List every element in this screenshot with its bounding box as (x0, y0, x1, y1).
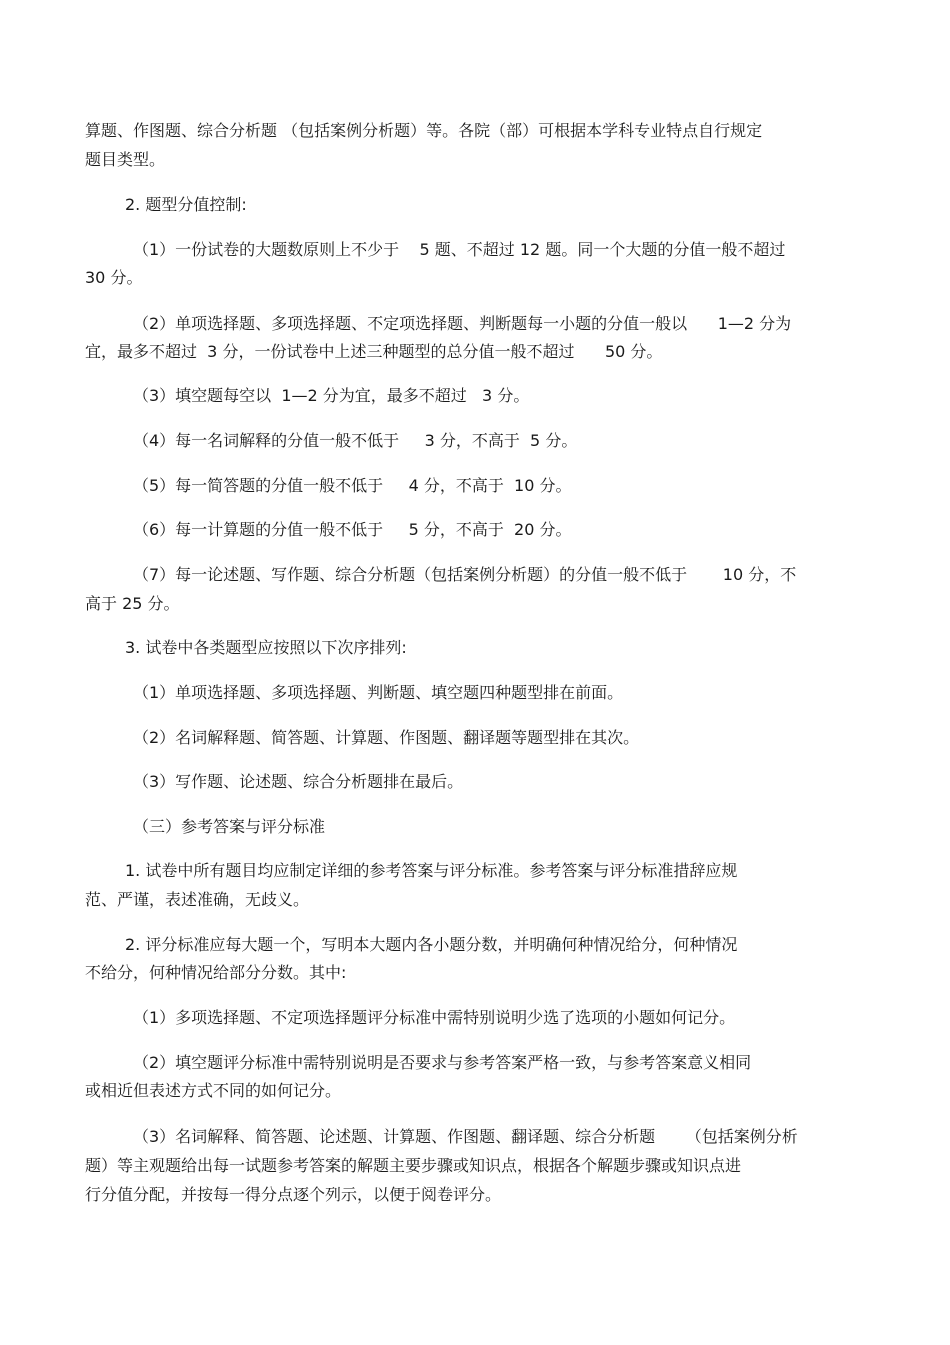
text-line: 高于 25 分。 (85, 594, 180, 613)
text-line: 或相近但表述方式不同的如何记分。 (85, 1081, 342, 1100)
text-line: （5）每一简答题的分值一般不低于 4 分，不高于 10 分。 (133, 476, 572, 495)
text-line: 算题、作图题、综合分析题 （包括案例分析题）等。各院（部）可根据本学科专业特点自行规定 (85, 121, 763, 140)
text-line: 题目类型。 (85, 150, 166, 169)
text-line: 2. 评分标准应每大题一个，写明本大题内各小题分数，并明确何种情况给分，何种情况 (125, 935, 738, 954)
text-line: （2）单项选择题、多项选择题、不定项选择题、判断题每一小题的分值一般以 1—2 分为 (133, 314, 792, 333)
text-line: （3）填空题每空以 1—2 分为宜，最多不超过 3 分。 (133, 386, 530, 405)
text-line: （2）名词解释题、简答题、计算题、作图题、翻译题等题型排在其次。 (133, 728, 640, 747)
text-line: （1）一份试卷的大题数原则上不少于 5 题、不超过 12 题。同一个大题的分值一般不超过 (133, 240, 786, 259)
text-line: 不给分，何种情况给部分分数。其中: (85, 963, 347, 982)
text-line: 2. 题型分值控制: (125, 195, 247, 214)
text-line: 宜，最多不超过 3 分，一份试卷中上述三种题型的总分值一般不超过 50 分。 (85, 342, 663, 361)
text-line: （2）填空题评分标准中需特别说明是否要求与参考答案严格一致，与参考答案意义相同 (133, 1053, 752, 1072)
text-line: （1）多项选择题、不定项选择题评分标准中需特别说明少选了选项的小题如何记分。 (133, 1008, 736, 1027)
text-line: 行分值分配，并按每一得分点逐个列示，以便于阅卷评分。 (85, 1185, 502, 1204)
text-line: （3）写作题、论述题、综合分析题排在最后。 (133, 772, 464, 791)
section-heading: （三）参考答案与评分标准 (133, 817, 326, 836)
text-line: （3）名词解释、简答题、论述题、计算题、作图题、翻译题、综合分析题 （包括案例分析 (133, 1127, 798, 1146)
text-line: 30 分。 (85, 268, 143, 287)
text-line: 范、严谨，表述准确，无歧义。 (85, 890, 310, 909)
text-line: （7）每一论述题、写作题、综合分析题（包括案例分析题）的分值一般不低于 10 分，不 (133, 565, 797, 584)
text-line: 题）等主观题给出每一试题参考答案的解题主要步骤或知识点，根据各个解题步骤或知识点进 (85, 1156, 742, 1175)
text-line: （4）每一名词解释的分值一般不低于 3 分，不高于 5 分。 (133, 431, 578, 450)
text-line: 3. 试卷中各类题型应按照以下次序排列: (125, 638, 407, 657)
text-line: 1. 试卷中所有题目均应制定详细的参考答案与评分标准。参考答案与评分标准措辞应规 (125, 861, 738, 880)
text-line: （1）单项选择题、多项选择题、判断题、填空题四种题型排在前面。 (133, 683, 624, 702)
text-line: （6）每一计算题的分值一般不低于 5 分，不高于 20 分。 (133, 520, 572, 539)
